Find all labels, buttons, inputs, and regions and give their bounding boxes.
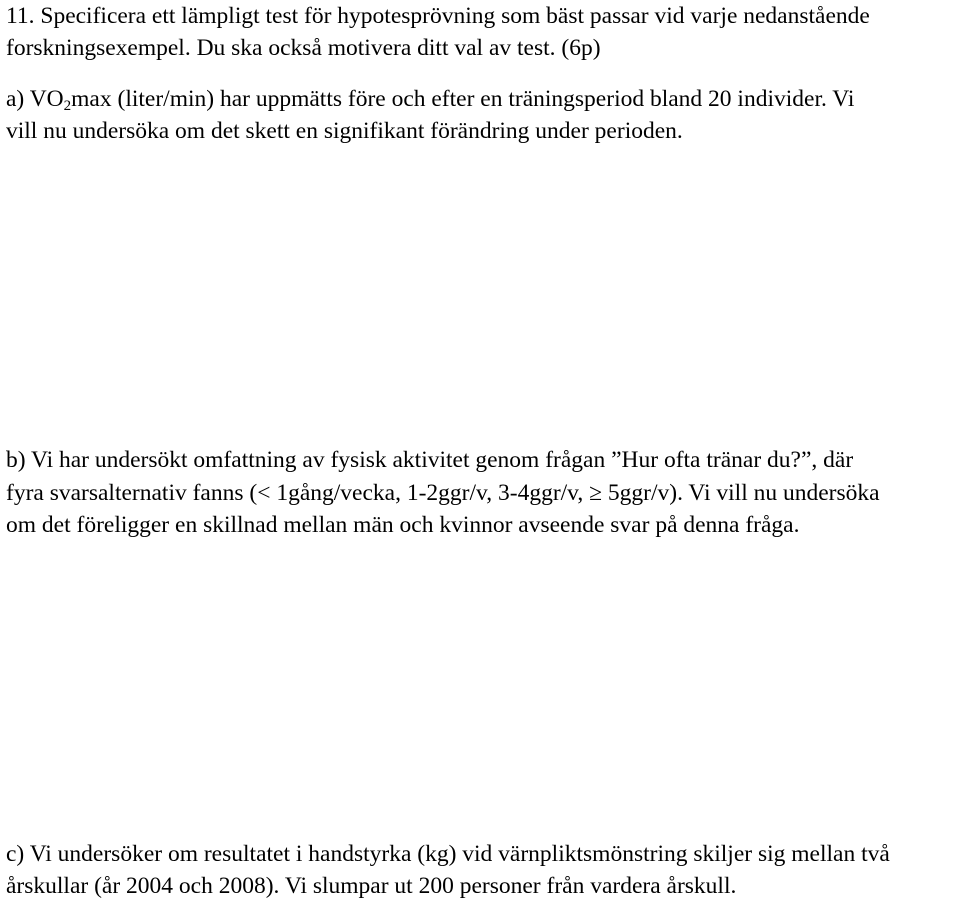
part-a-line-2: vill nu undersöka om det skett en signifikant förändring under perioden. <box>6 118 683 144</box>
part-c-line-1: c) Vi undersöker om resultatet i handstyrka (kg) vid värnpliktsmönstring skiljer sig mellan två <box>6 841 890 867</box>
part-a-subscript: 2 <box>63 98 72 114</box>
part-b-line-1: b) Vi har undersökt omfattning av fysisk aktivitet genom frågan ”Hur ofta tränar du?”, där <box>6 447 854 473</box>
part-a-line-1 <box>6 85 854 120</box>
question-line-1: 11. Specificera ett lämpligt test för hypotesprövning som bäst passar vid varje nedanstående <box>6 3 870 29</box>
part-a-line-1-pre: a) VO <box>6 86 64 112</box>
part-b-line-2: fyra svarsalternativ fanns (< 1gång/vecka, 1-2ggr/v, 3-4ggr/v, ≥ 5ggr/v). Vi vill nu undersöka <box>6 480 880 506</box>
question-line-2: forskningsexempel. Du ska också motivera ditt val av test. (6p) <box>6 35 601 61</box>
part-c-line-2: årskullar (år 2004 och 2008). Vi slumpar ut 200 personer från vardera årskull. <box>6 873 737 899</box>
part-b-line-3: om det föreligger en skillnad mellan män och kvinnor avseende svar på denna fråga. <box>6 512 800 538</box>
part-a-line-1-post: max (liter/min) har uppmätts före och efter en träningsperiod bland 20 individer. Vi <box>71 86 855 112</box>
